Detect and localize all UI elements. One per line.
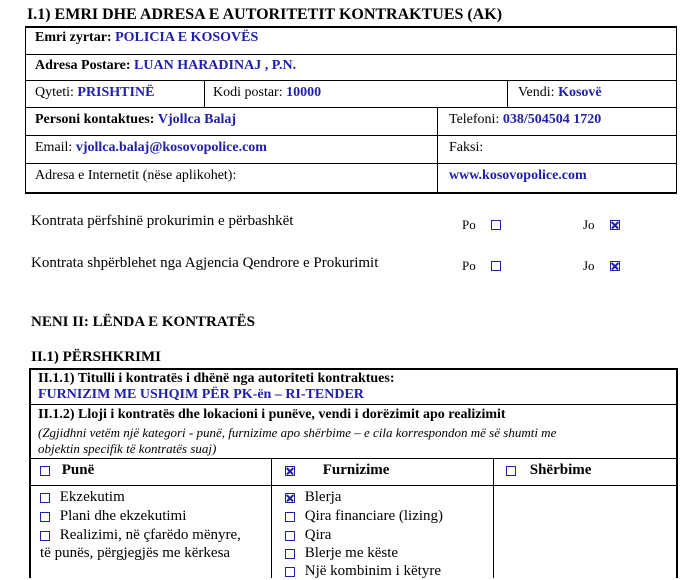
table1-row-divider (25, 80, 677, 81)
table1-row-divider (25, 54, 677, 55)
postal-code-cell (213, 85, 321, 101)
table1-row-divider (25, 107, 677, 108)
table2-row-divider (29, 458, 677, 459)
works-label: Punë (61, 462, 95, 478)
supplies-column-header[interactable] (285, 462, 389, 479)
works-column-header[interactable] (40, 462, 94, 479)
contract-type-label: II.1.2) Lloji i kontratës dhe lokacioni i punëve, vendi i dorëzimit apo realizimit (38, 407, 506, 422)
official-name-label: Emri zyrtar (35, 30, 107, 45)
table1-top-border (25, 26, 677, 28)
joint-procurement-question: Kontrata përfshinë prokurimin e përbashkët (31, 213, 294, 229)
joint-yes-label: Po (462, 217, 476, 232)
contact-value: Vjollca Balaj (157, 112, 237, 127)
supplies-label: Furnizime (322, 462, 390, 478)
supplies-option-checkbox[interactable] (285, 493, 295, 503)
phone-value: 038/504504 1720 (502, 112, 602, 127)
city-value: PRISHTINË (77, 85, 155, 100)
contract-type-note-line2: objektin specifik të kontratës suaj) (38, 441, 217, 456)
phone-label: Telefoni: (449, 112, 500, 127)
services-column-header[interactable] (506, 462, 591, 479)
supplies-option[interactable] (285, 545, 398, 562)
central-yes-label: Po (462, 258, 476, 273)
supplies-option-checkbox[interactable] (285, 549, 295, 559)
internet-label: Adresa e Internetit (nëse aplikohet): (35, 168, 237, 183)
table1-col-divider (204, 80, 205, 107)
table1-col-divider (507, 80, 508, 107)
country-value: Kosovë (558, 85, 602, 100)
fax-label: Faksi: (449, 140, 484, 155)
phone-cell (449, 112, 601, 128)
works-option[interactable] (40, 527, 241, 544)
section2-sub-heading: II.1) PËRSHKRIMI (31, 349, 162, 365)
works-option-label: Plani dhe ekzekutimi (59, 508, 187, 524)
supplies-option-checkbox[interactable] (285, 567, 295, 577)
internet-value[interactable]: www.kosovopolice.com (449, 168, 587, 183)
table1-bottom-border (25, 192, 677, 194)
works-option-label: Realizimi, në çfarëdo mënyre, (59, 527, 241, 543)
country-label: Vendi: (518, 85, 555, 100)
table1-left-border (25, 26, 26, 192)
supplies-option-label: Qira financiare (lizing) (304, 508, 444, 524)
postal-address-value: LUAN HARADINAJ , P.N. (134, 58, 297, 73)
table1-right-border (676, 26, 677, 192)
supplies-option-label: Blerje me këste (304, 545, 399, 561)
table2-right-border (676, 368, 678, 578)
works-option-label: Ekzekutim (59, 489, 125, 505)
postal-address-row: Adresa Postare: LUAN HARADINAJ , P.N. (35, 58, 297, 73)
contact-cell (35, 112, 236, 128)
works-option-checkbox[interactable] (40, 512, 50, 522)
works-option[interactable] (40, 508, 186, 525)
contact-label: Personi kontaktues: (35, 112, 155, 127)
supplies-option[interactable] (285, 563, 441, 580)
supplies-option-checkbox[interactable] (285, 531, 295, 541)
joint-no-checkbox[interactable] (610, 217, 620, 233)
central-yes-checkbox[interactable] (491, 258, 501, 274)
table2-col-divider (493, 458, 494, 578)
central-agency-question: Kontrata shpërblehet nga Agjencia Qendrore e Prokurimit (31, 255, 379, 271)
official-name-value: POLICIA E KOSOVËS (115, 30, 259, 45)
postal-address-label: Adresa Postare (35, 58, 126, 73)
city-label: Qyteti: (35, 85, 74, 100)
central-no-label: Jo (583, 258, 595, 273)
section-heading: I.1) EMRI DHE ADRESA E AUTORITETIT KONTRAKTUES (AK) (27, 6, 503, 23)
contract-title-value: FURNIZIM ME USHQIM PËR PK-ën – RI-TENDER (38, 387, 364, 402)
table2-row-divider (29, 404, 677, 405)
supplies-option-checkbox[interactable] (285, 512, 295, 522)
email-cell (35, 140, 267, 156)
supplies-checkbox[interactable] (285, 466, 295, 476)
postal-code-label: Kodi postar: (213, 85, 283, 100)
works-checkbox[interactable] (40, 466, 50, 476)
section2-heading: NENI II: LËNDA E KONTRATËS (31, 314, 255, 330)
fax-cell (449, 140, 483, 156)
works-option-checkbox[interactable] (40, 531, 50, 541)
supplies-option[interactable] (285, 508, 443, 525)
central-no-checkbox[interactable] (610, 258, 620, 274)
table2-row-divider (29, 485, 677, 486)
official-name-row: Emri zyrtar: POLICIA E KOSOVËS (35, 30, 259, 45)
city-cell (35, 85, 154, 101)
works-option-checkbox[interactable] (40, 493, 50, 503)
supplies-option-label: Blerja (304, 489, 342, 505)
table1-col-divider (437, 107, 438, 192)
internet-value-cell (449, 168, 587, 184)
internet-cell (35, 168, 236, 184)
contract-title-label: II.1.1) Titulli i kontratës i dhënë nga autoriteti kontraktues: (38, 371, 395, 386)
works-option[interactable] (40, 489, 125, 506)
table2-col-divider (271, 458, 272, 578)
supplies-option[interactable] (285, 527, 331, 544)
table2-top-border (29, 368, 677, 370)
postal-code-value: 10000 (286, 85, 322, 100)
table1-row-divider (25, 163, 677, 164)
supplies-option-label: Qira (304, 527, 332, 543)
email-value[interactable]: vjollca.balaj@kosovopolice.com (75, 140, 267, 155)
email-label: Email: (35, 140, 73, 155)
joint-no-label: Jo (583, 217, 595, 232)
joint-yes-checkbox[interactable] (491, 217, 501, 233)
supplies-option[interactable] (285, 489, 341, 506)
table2-left-border (29, 368, 31, 578)
contract-type-note-line1: (Zgjidhni vetëm një kategori - punë, furnizime apo shërbime – e cila korrespondon më së shumti me (38, 425, 557, 440)
services-checkbox[interactable] (506, 466, 516, 476)
country-cell (518, 85, 602, 101)
services-label: Shërbime (529, 462, 592, 478)
supplies-option-label: Një kombinim i këtyre (304, 563, 441, 579)
table1-row-divider (25, 135, 677, 136)
works-option-continuation: të punës, përgjegjës me kërkesa (40, 545, 231, 561)
